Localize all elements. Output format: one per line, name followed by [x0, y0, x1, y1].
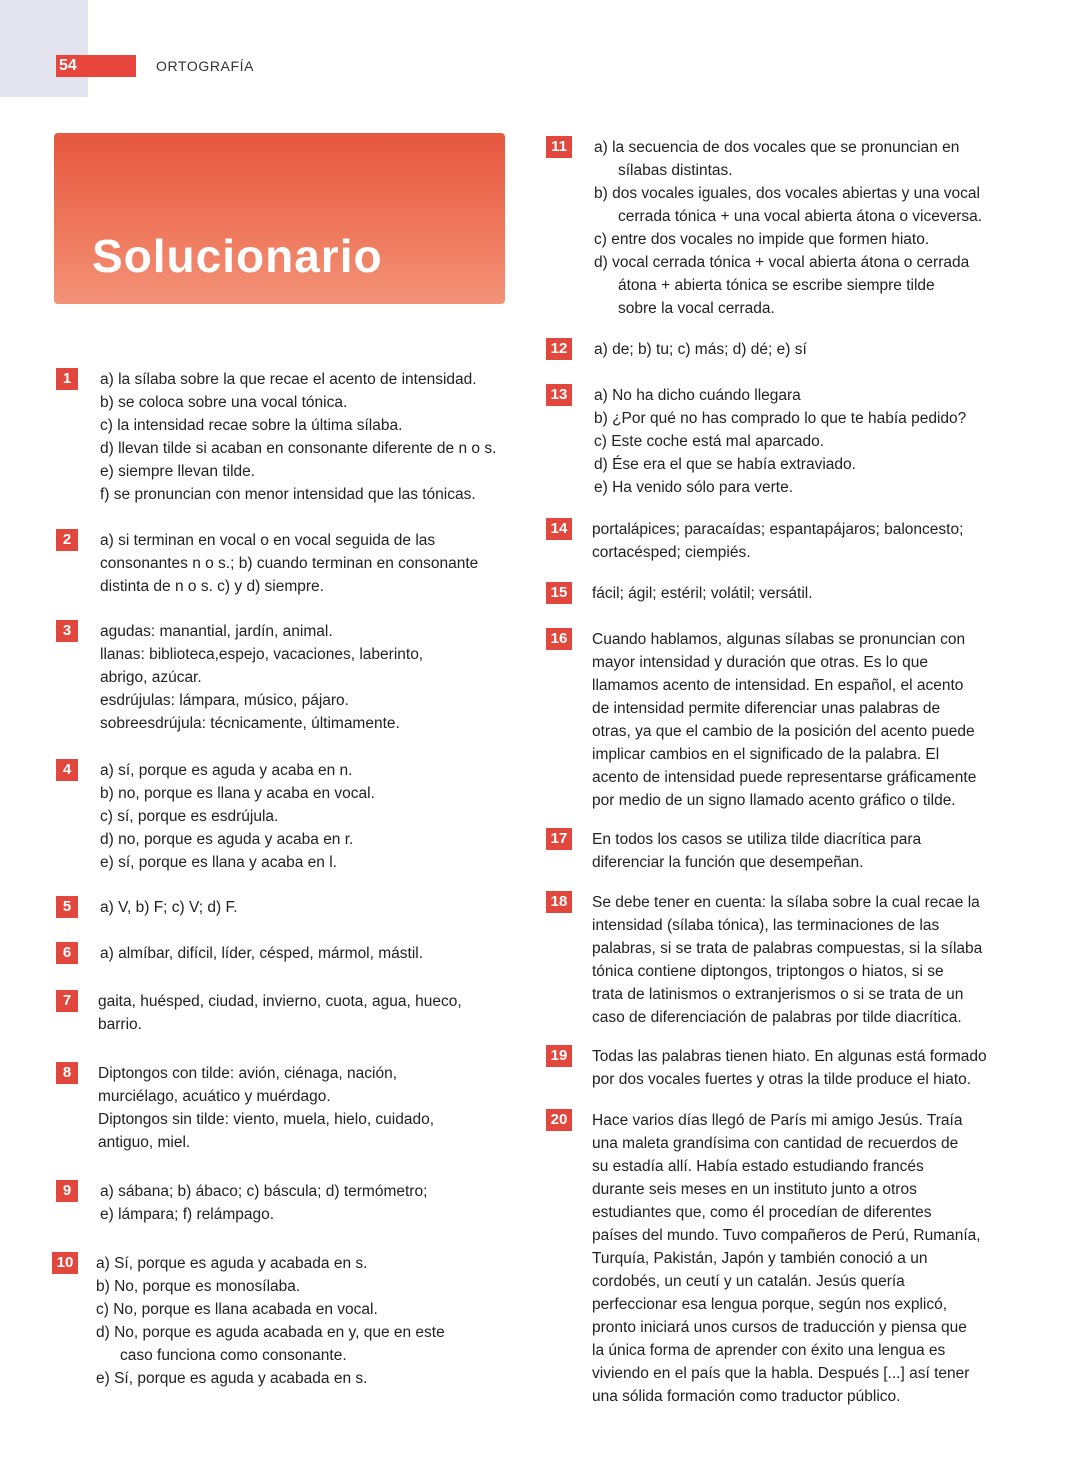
answer-line: cerrada tónica + una vocal abierta átona o viceversa.	[618, 208, 983, 225]
answer-line: b) se coloca sobre una vocal tónica.	[100, 394, 348, 411]
answer-line: sobreesdrújula: técnicamente, últimamente.	[100, 715, 400, 732]
answer-number: 14	[546, 518, 572, 540]
answer-line: a) No ha dicho cuándo llegara	[594, 387, 801, 404]
answer-line: cortacésped; ciempiés.	[592, 544, 751, 561]
answer-line: llamamos acento de intensidad. En español, el acento	[592, 677, 964, 694]
answer-line: portalápices; paracaídas; espantapájaros; baloncesto;	[592, 521, 964, 538]
answer-number: 15	[546, 582, 572, 604]
answer-line: murciélago, acuático y muérdago.	[98, 1088, 331, 1105]
answer-line: durante seis meses en un instituto junto a otros	[592, 1181, 917, 1198]
answer-line: esdrújulas: lámpara, músico, pájaro.	[100, 692, 349, 709]
answer-line: e) lámpara; f) relámpago.	[100, 1206, 275, 1223]
answer-line: diferenciar la función que desempeñan.	[592, 854, 864, 871]
answer-line: palabras, si se trata de palabras compuestas, si la sílaba	[592, 940, 983, 957]
answer-number: 8	[56, 1062, 78, 1084]
answer-number: 16	[546, 628, 572, 650]
answer-number: 2	[56, 529, 78, 551]
answer-line: a) almíbar, difícil, líder, césped, mármol, mástil.	[100, 945, 424, 962]
answer-line: países del mundo. Tuvo compañeros de Perú, Rumanía,	[592, 1227, 981, 1244]
answer-line: abrigo, azúcar.	[100, 669, 202, 686]
answer-line: fácil; ágil; estéril; volátil; versátil.	[592, 585, 813, 602]
answer-line: barrio.	[98, 1016, 142, 1033]
answer-line: estudiantes que, como él procedían de diferentes	[592, 1204, 932, 1221]
answer-number: 10	[52, 1252, 78, 1274]
answer-line: pronto iniciará unos cursos de traducción y piensa que	[592, 1319, 967, 1336]
answer-line: gaita, huésped, ciudad, invierno, cuota, agua, hueco,	[98, 993, 462, 1010]
answer-line: por medio de un signo llamado acento gráfico o tilde.	[592, 792, 956, 809]
answer-line: Se debe tener en cuenta: la sílaba sobre la cual recae la	[592, 894, 980, 911]
answer-number: 12	[546, 338, 572, 360]
answer-line: una maleta grandísima con cantidad de recuerdos de	[592, 1135, 959, 1152]
answer-line: b) dos vocales iguales, dos vocales abiertas y una vocal	[594, 185, 980, 202]
answer-line: Turquía, Pakistán, Japón y también conoció a un	[592, 1250, 928, 1267]
answer-line: perfeccionar esa lengua porque, según nos explicó,	[592, 1296, 948, 1313]
answer-line: llanas: biblioteca,espejo, vacaciones, laberinto,	[100, 646, 424, 663]
answer-line: su estadía allí. Había estado estudiando francés	[592, 1158, 924, 1175]
answer-line: mayor intensidad y duración que otras. Es lo que	[592, 654, 929, 671]
answer-number: 1	[56, 368, 78, 390]
answer-line: una sólida formación como traductor público.	[592, 1388, 901, 1405]
page-title: Solucionario	[92, 230, 383, 282]
answer-line: a) la sílaba sobre la que recae el acento de intensidad.	[100, 371, 477, 388]
answer-line: viviendo en el país que la habla. Después [...] así tener	[592, 1365, 970, 1382]
answer-line: d) llevan tilde si acaban en consonante diferente de n o s.	[100, 440, 497, 457]
answer-line: d) Ése era el que se había extraviado.	[594, 456, 856, 473]
answer-line: caso de diferenciación de palabras por tilde diacrítica.	[592, 1009, 962, 1026]
answer-line: d) vocal cerrada tónica + vocal abierta átona o cerrada	[594, 254, 970, 271]
answer-line: intensidad (sílaba tónica), las terminaciones de las	[592, 917, 940, 934]
page-number: 54	[56, 55, 136, 77]
answer-line: c) No, porque es llana acabada en vocal.	[96, 1301, 378, 1318]
answer-line: b) ¿Por qué no has comprado lo que te había pedido?	[594, 410, 967, 427]
answer-line: c) la intensidad recae sobre la última sílaba.	[100, 417, 403, 434]
answer-number: 19	[546, 1045, 572, 1067]
answer-line: a) Sí, porque es aguda y acabada en s.	[96, 1255, 368, 1272]
answer-line: e) siempre llevan tilde.	[100, 463, 256, 480]
answer-line: e) Sí, porque es aguda y acabada en s.	[96, 1370, 368, 1387]
answer-line: consonantes n o s.; b) cuando terminan en consonante	[100, 555, 479, 572]
answer-line: tónica contiene diptongos, triptongos o hiatos, si se	[592, 963, 944, 980]
answer-line: antiguo, miel.	[98, 1134, 191, 1151]
answer-line: c) entre dos vocales no impide que formen hiato.	[594, 231, 930, 248]
answer-line: d) no, porque es aguda y acaba en r.	[100, 831, 354, 848]
answer-line: átona + abierta tónica se escribe siempre tilde	[618, 277, 935, 294]
answer-line: por dos vocales fuertes y otras la tilde produce el hiato.	[592, 1071, 972, 1088]
answer-number: 7	[56, 990, 78, 1012]
answer-line: Cuando hablamos, algunas sílabas se pronuncian con	[592, 631, 966, 648]
answer-line: a) V, b) F; c) V; d) F.	[100, 899, 238, 916]
corner-tab	[0, 0, 88, 97]
answer-line: f) se pronuncian con menor intensidad que las tónicas.	[100, 486, 476, 503]
answer-number: 3	[56, 620, 78, 642]
answer-number: 13	[546, 384, 572, 406]
answer-number: 20	[546, 1109, 572, 1131]
answer-line: e) Ha venido sólo para verte.	[594, 479, 794, 496]
answer-line: de intensidad permite diferenciar unas palabras de	[592, 700, 941, 717]
answer-number: 18	[546, 891, 572, 913]
answer-line: sílabas distintas.	[618, 162, 733, 179]
answer-line: agudas: manantial, jardín, animal.	[100, 623, 333, 640]
answer-line: la única forma de aprender con éxito una lengua es	[592, 1342, 946, 1359]
answer-line: c) sí, porque es esdrújula.	[100, 808, 279, 825]
answer-line: Todas las palabras tienen hiato. En algunas está formado	[592, 1048, 987, 1065]
answer-line: cordobés, un ceutí y un catalán. Jesús quería	[592, 1273, 905, 1290]
answer-line: c) Este coche está mal aparcado.	[594, 433, 825, 450]
answer-line: distinta de n o s. c) y d) siempre.	[100, 578, 324, 595]
section-title: ORTOGRAFÍA	[156, 58, 255, 74]
answer-line: En todos los casos se utiliza tilde diacrítica para	[592, 831, 922, 848]
answer-number: 11	[546, 136, 572, 158]
answer-line: acento de intensidad puede representarse gráficamente	[592, 769, 977, 786]
answer-line: caso funciona como consonante.	[120, 1347, 347, 1364]
answer-number: 5	[56, 896, 78, 918]
answer-line: d) No, porque es aguda acabada en y, que en este	[96, 1324, 445, 1341]
answer-number: 4	[56, 759, 78, 781]
answer-line: e) sí, porque es llana y acaba en l.	[100, 854, 337, 871]
answer-line: Hace varios días llegó de París mi amigo Jesús. Traía	[592, 1112, 963, 1129]
answer-line: a) de; b) tu; c) más; d) dé; e) sí	[594, 341, 807, 358]
answer-number: 9	[56, 1180, 78, 1202]
answer-line: Diptongos sin tilde: viento, muela, hielo, cuidado,	[98, 1111, 435, 1128]
answer-line: b) no, porque es llana y acaba en vocal.	[100, 785, 375, 802]
answer-line: trata de latinismos o extranjerismos o si se trata de un	[592, 986, 964, 1003]
answer-line: Diptongos con tilde: avión, ciénaga, nación,	[98, 1065, 398, 1082]
answer-line: sobre la vocal cerrada.	[618, 300, 775, 317]
answer-line: b) No, porque es monosílaba.	[96, 1278, 301, 1295]
answer-line: otras, ya que el cambio de la posición del acento puede	[592, 723, 975, 740]
answer-line: a) la secuencia de dos vocales que se pronuncian en	[594, 139, 960, 156]
answer-line: a) sí, porque es aguda y acaba en n.	[100, 762, 353, 779]
answer-number: 6	[56, 942, 78, 964]
answer-line: a) si terminan en vocal o en vocal seguida de las	[100, 532, 436, 549]
answer-line: implicar cambios en el significado de la palabra. El	[592, 746, 940, 763]
answer-line: a) sábana; b) ábaco; c) báscula; d) termómetro;	[100, 1183, 428, 1200]
title-banner	[54, 133, 505, 304]
answer-number: 17	[546, 828, 572, 850]
